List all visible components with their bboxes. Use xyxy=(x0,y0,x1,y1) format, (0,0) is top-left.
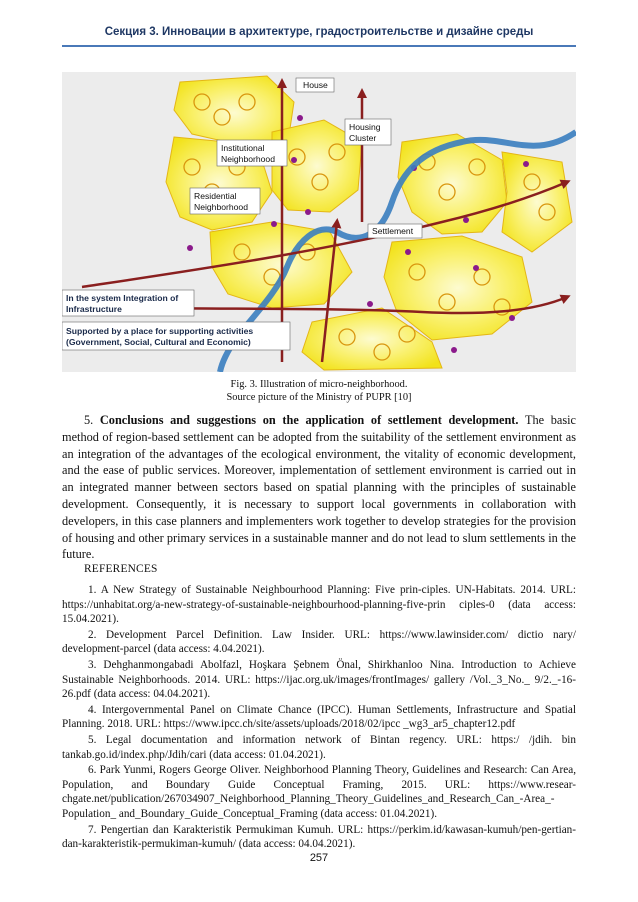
figure-caption xyxy=(62,378,576,404)
svg-text:House: House xyxy=(303,80,328,90)
housing-cluster-label xyxy=(345,119,391,145)
running-header: Секция 3. Инновации в архитектуре, градостроительстве и дизайне среды xyxy=(104,26,534,38)
caption-line-2: Source picture of the Ministry of PUPR [10] xyxy=(226,392,412,403)
micro-neighborhood-figure xyxy=(62,72,576,372)
svg-text:(Government, Social, Cultural: (Government, Social, Cultural and Economic) xyxy=(66,337,251,347)
svg-text:Neighborhood: Neighborhood xyxy=(221,154,275,164)
references-list xyxy=(62,583,576,853)
caption-line-1: Fig. 3. Illustration of micro-neighborhood. xyxy=(230,379,408,390)
section-5-paragraph xyxy=(62,412,576,563)
svg-text:Cluster: Cluster xyxy=(349,133,377,143)
header-rule xyxy=(62,45,576,47)
house-label xyxy=(296,78,334,92)
svg-text:In the system Integration of: In the system Integration of xyxy=(66,293,179,303)
references-heading: REFERENCES xyxy=(84,563,158,575)
settlement-label xyxy=(368,224,422,238)
section-number: 5. xyxy=(84,413,94,427)
support-activities-legend xyxy=(62,322,290,350)
page-number: 257 xyxy=(309,852,329,864)
reference-item: 4. Intergovernmental Panel on Climate Chance (IPCC). Human Settlements, Infrastructure and Spatial Planning. 2018. URL: https://www.ipcc.ch/site/assets/uploads/2018/02/ipcc _wg3_ar5_chapter12.pdf xyxy=(62,703,576,731)
svg-text:Residential: Residential xyxy=(194,191,237,201)
svg-text:Supported by a place for suppo: Supported by a place for supporting activities xyxy=(66,326,254,336)
residential-neighborhood-label xyxy=(190,188,260,214)
svg-text:Settlement: Settlement xyxy=(372,226,414,236)
reference-item: 6. Park Yunmi, Rogers George Oliver. Neighborhood Planning Theory, Guidelines and Research: Can Area, Population, and Boundary Guide Conceptual Framing, 2015. URL: https://www.resear-chgate.net/publication/267034907_Neighborhood_Planning_Theory_Guidelines_and_Research_Can_-Area_-Population_ and_Boundary_Guide_Conceptual_Framing (data access: 01.04.2021). xyxy=(62,764,576,820)
svg-text:Institutional: Institutional xyxy=(221,143,265,153)
institutional-neighborhood-label xyxy=(217,140,287,166)
section-text: The basic method of region-based settlement can be adopted from the suitability of the settlement environment as an integration of the advantages of the ecological environment, the vitality of economic development, and the ease of public services. Moreover, implementation of settlement environment is carried out in an integrated manner between sectors based on spatial planning with the principles of sustainable development. Consequently, it is necessary to support local governments in collaboration with developers, in this case planners and implementers work together to develop strategies for the provision of housing and other primary services in a sustainable manner and do not lead to slum settlements in the future. xyxy=(62,413,576,562)
reference-item: 5. Legal documentation and information network of Bintan regency. URL: https:/ /jdih. bin tankab.go.id/index.php/Jdih/cari (data access: 01.04.2021). xyxy=(62,733,576,761)
reference-item: 3. Dehghanmongabadi Abolfazl, Hoşkara Şebnem Önal, Shirkhanloo Nina. Introduction to Achieve Sustainable Neighborhoods. 2014. URL: https://ijac.org.uk/images/frontImages/ gallery /Vol._3_No._ 9/2._-16-26.pdf (data access: 04.04.2021). xyxy=(62,658,576,701)
svg-text:Housing: Housing xyxy=(349,122,381,132)
reference-item: 2. Development Parcel Definition. Law Insider. URL: https://www.lawinsider.com/ dictio nary/ development-parcel (data access: 4.04.2021). xyxy=(62,628,576,656)
infrastructure-legend xyxy=(62,290,194,316)
svg-text:Infrastructure: Infrastructure xyxy=(66,304,122,314)
reference-item: 7. Pengertian dan Karakteristik Permukiman Kumuh. URL: https://perkim.id/kawasan-kumuh/pen-gertian-dan-karakteristik-permukiman-kumuh/ (data access: 04.04.2021). xyxy=(62,823,576,851)
section-title: Conclusions and suggestions on the application of settlement development. xyxy=(99,413,519,427)
reference-item: 1. A New Strategy of Sustainable Neighbourhood Planning: Five prin-ciples. UN-Habitats. 2014. URL: https://unhabitat.org/a-new-strategy-of-sustainable-neighbourhood-planning-five-prin ciples-0 (data access: 15.04.2021). xyxy=(62,584,576,626)
section-5-body xyxy=(62,412,576,563)
svg-text:Neighborhood: Neighborhood xyxy=(194,202,248,212)
